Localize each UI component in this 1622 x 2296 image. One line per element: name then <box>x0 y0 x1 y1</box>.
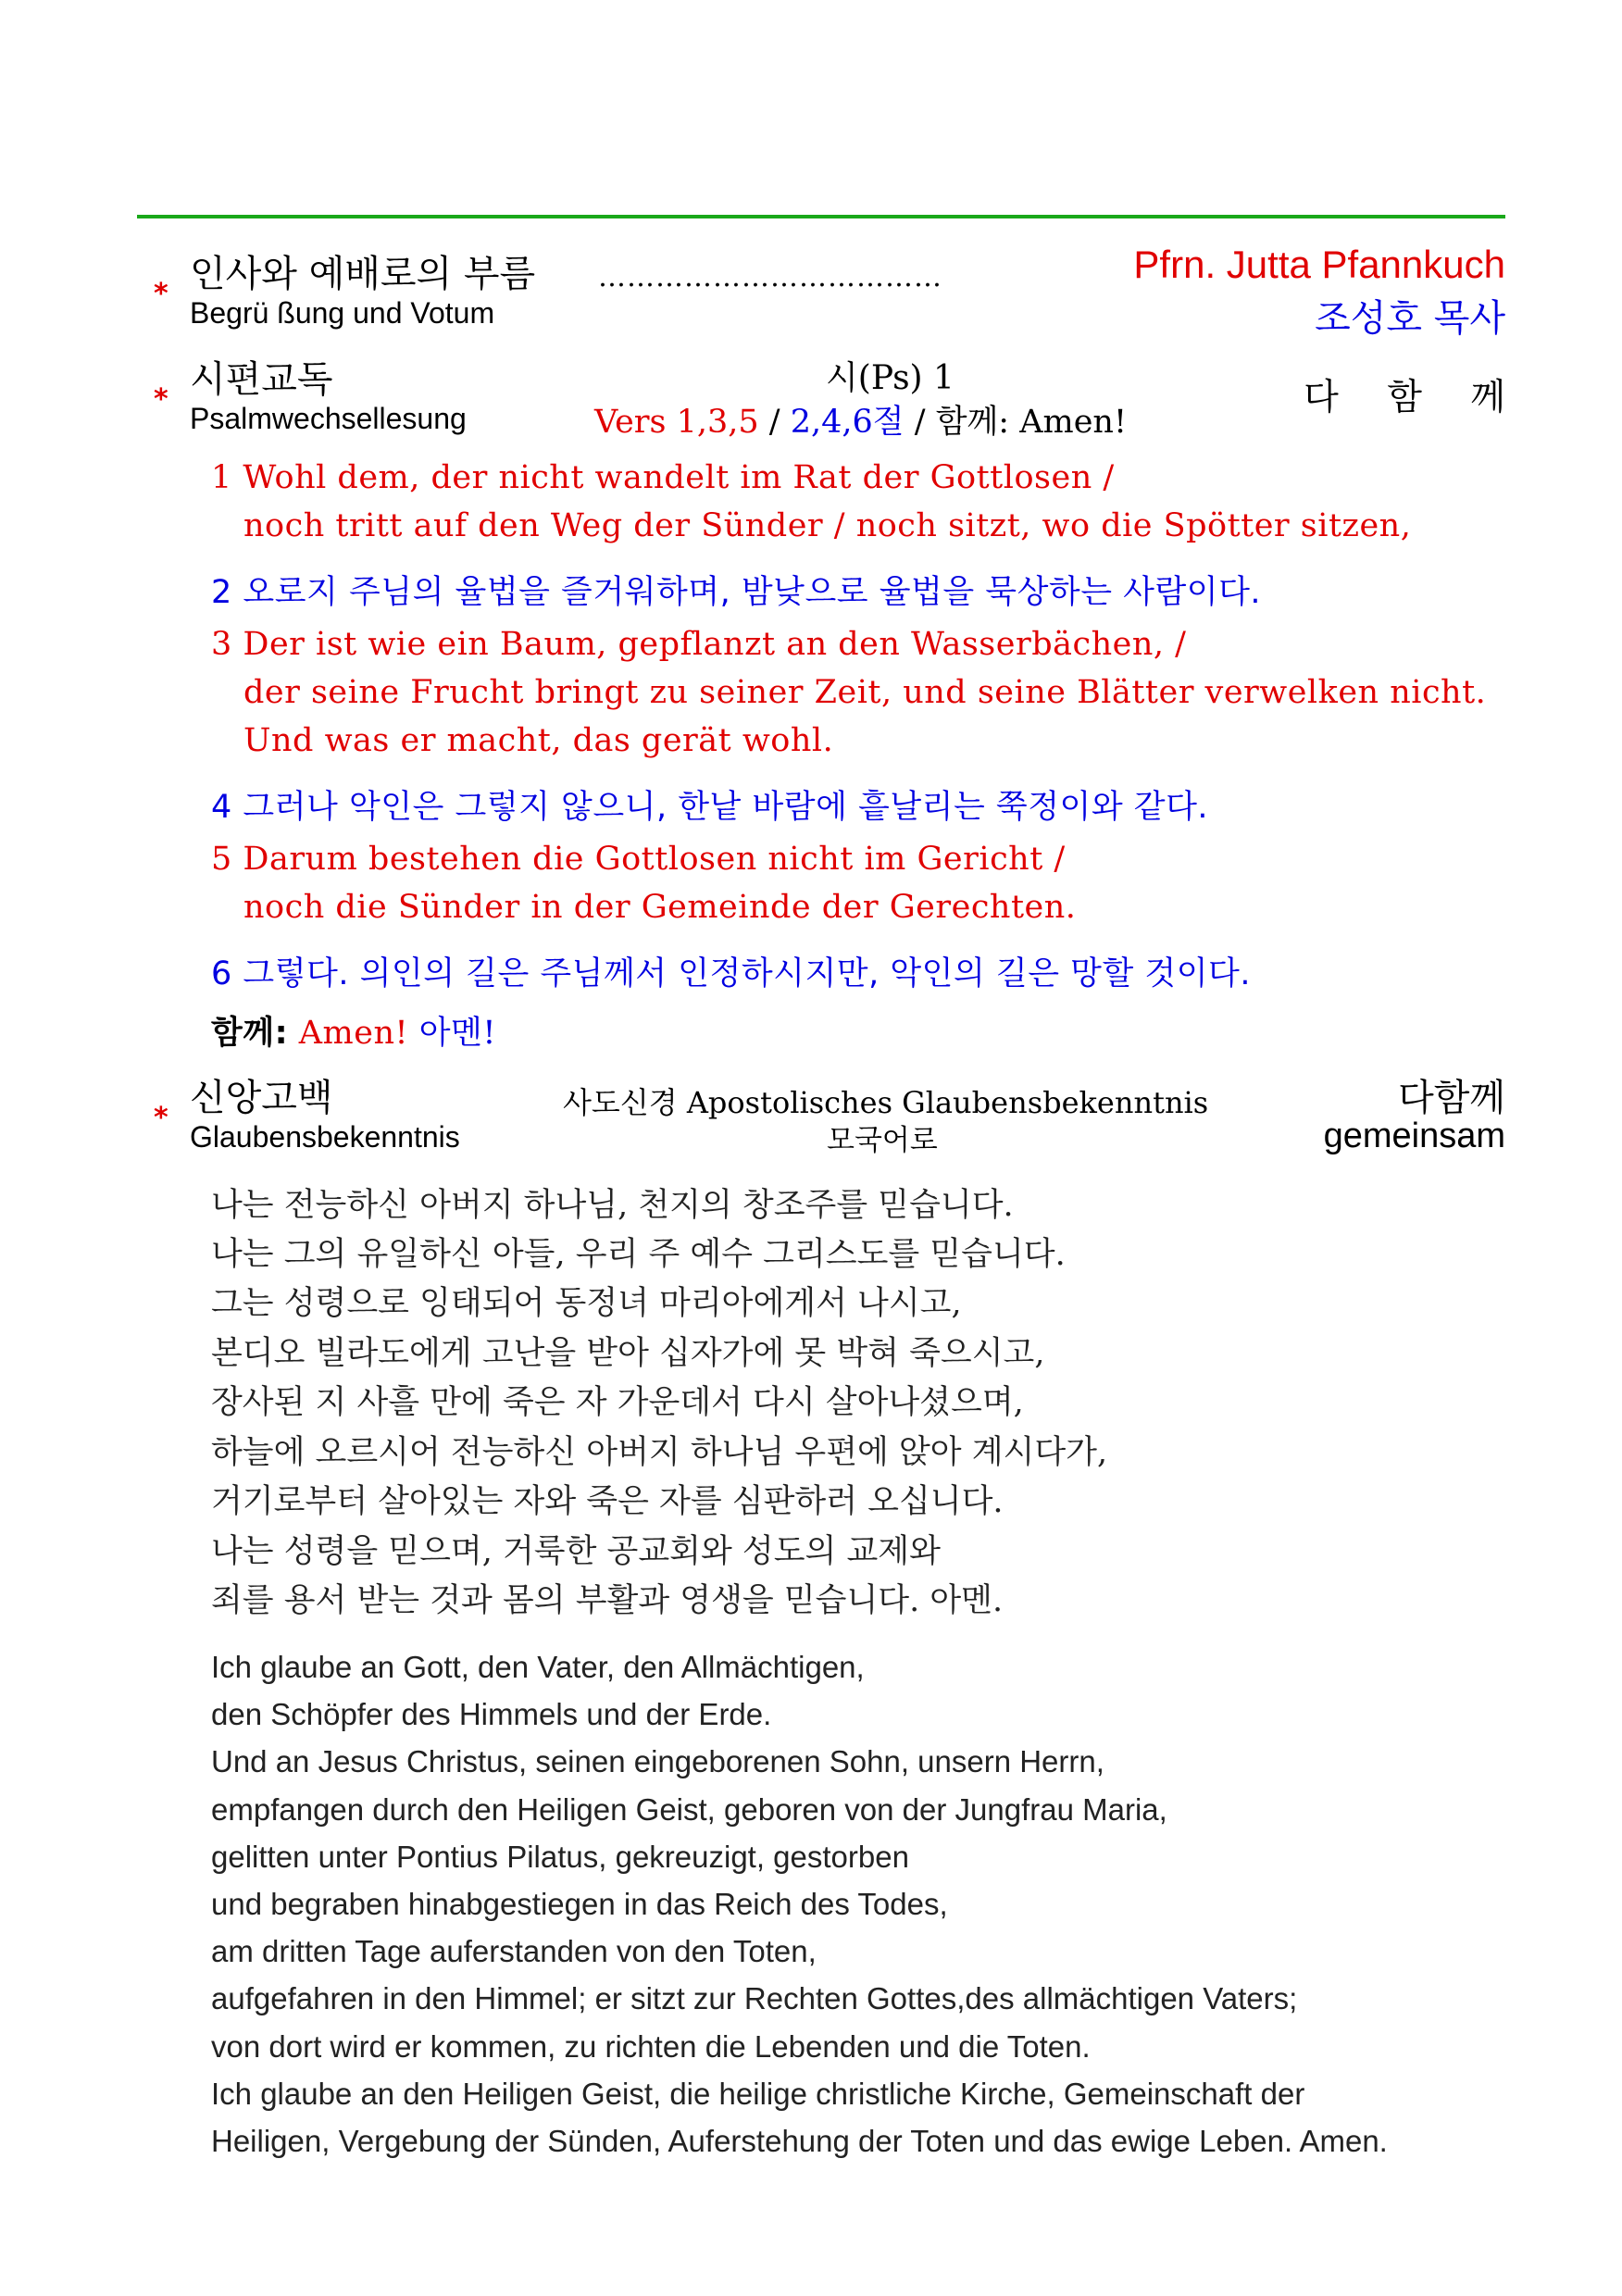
psalm-closing-label: 함께: <box>211 1015 289 1052</box>
verse-1-line-2: noch tritt auf den Weg der Sünder / noch sitzt, wo die Spötter sitzen, <box>243 507 1412 544</box>
creed-korean-line: 그는 성령으로 잉태되어 동정녀 마리아에게서 나시고, <box>211 1285 962 1322</box>
standing-marker-icon: * <box>154 383 168 416</box>
verse-5-line-2: noch die Sünder in der Gemeinde der Gerechten. <box>243 889 1077 926</box>
creed-korean-line: 거기로부터 살아있는 자와 죽은 자를 심판하러 오십니다. <box>211 1483 1004 1520</box>
verse-3-line-3: Und was er macht, das gerät wohl. <box>243 722 834 759</box>
greeting-leader-dots: ……………………………… <box>598 261 942 293</box>
verse-1-line-1: 1 Wohl dem, der nicht wandelt im Rat der Gottlosen / <box>211 459 1115 496</box>
psalm-closing-amen: Amen! <box>298 1015 409 1052</box>
creed-german-line: Ich glaube an den Heiligen Geist, die heilige christliche Kirche, Gemeinschaft der <box>211 2077 1305 2111</box>
creed-subtitle: Glaubensbekenntnis <box>190 1120 460 1154</box>
psalm-subtitle: Psalmwechsellesung <box>190 402 467 435</box>
creed-name: 사도신경 Apostolisches Glaubensbekenntnis <box>563 1085 1209 1120</box>
psalm-closing-amen-kr: 아멘! <box>418 1015 496 1052</box>
creed-german-line: und begraben hinabgestiegen in das Reich des Todes, <box>211 1887 948 1921</box>
creed-korean-line: 나는 그의 유일하신 아들, 우리 주 예수 그리스도를 믿습니다. <box>211 1236 1066 1273</box>
creed-german-line: gelitten unter Pontius Pilatus, gekreuzigt, gestorben <box>211 1840 909 1874</box>
psalm-instructions <box>594 396 1127 443</box>
psalm-vers-odd: Vers 1,3,5 <box>594 404 759 441</box>
psalm-vers-even: 2,4,6절 <box>790 404 905 441</box>
greeting-subtitle: Begrü ßung und Votum <box>190 296 495 330</box>
verse-3-line-1: 3 Der ist wie ein Baum, gepflanzt an den Wasserbächen, / <box>211 626 1187 663</box>
creed-german-line: empfangen durch den Heiligen Geist, geboren von der Jungfrau Maria, <box>211 1792 1167 1827</box>
greeting-title: 인사와 예배로의 부름 <box>190 253 536 295</box>
verse-5-line-1: 5 Darum bestehen die Gottlosen nicht im Gericht / <box>211 841 1066 878</box>
psalm-everyone: 다 함 께 <box>1304 377 1524 418</box>
creed-everyone-de: gemeinsam <box>1323 1117 1505 1155</box>
creed-german-line: von dort wird er kommen, zu richten die Lebenden und die Toten. <box>211 2029 1091 2064</box>
creed-korean-line: 본디오 빌라도에게 고난을 받아 십자가에 못 박혀 죽으시고, <box>211 1335 1045 1372</box>
psalm-sep: / <box>768 404 780 441</box>
greeting-leader: Pfrn. Jutta Pfannkuch <box>1133 243 1505 286</box>
creed-german-line: Und an Jesus Christus, seinen eingeborenen Sohn, unsern Herrn, <box>211 1744 1104 1778</box>
creed-german-line: am dritten Tage auferstanden von den Toten, <box>211 1934 817 1968</box>
creed-german-line: aufgefahren in den Himmel; er sitzt zur Rechten Gottes,des allmächtigen Vaters; <box>211 1981 1298 2015</box>
psalm-reference: 시(Ps) 1 <box>826 359 954 397</box>
creed-german-line: den Schöpfer des Himmels und der Erde. <box>211 1697 772 1731</box>
greeting-leader-kr: 조성호 목사 <box>1315 297 1505 340</box>
creed-korean-line: 죄를 용서 받는 것과 몸의 부활과 영생을 믿습니다. 아멘. <box>211 1582 1004 1619</box>
creed-german-line: Heiligen, Vergebung der Sünden, Auferstehung der Toten und das ewige Leben. Amen. <box>211 2124 1388 2158</box>
verse-3-line-2: der seine Frucht bringt zu seiner Zeit, und seine Blätter verwelken nicht. <box>243 674 1487 711</box>
creed-korean-line: 나는 전능하신 아버지 하나님, 천지의 창조주를 믿습니다. <box>211 1187 1014 1224</box>
creed-title: 신앙고백 <box>190 1077 333 1119</box>
creed-korean-line: 나는 성령을 믿으며, 거룩한 공교회와 성도의 교제와 <box>211 1533 941 1570</box>
psalm-closing <box>211 1007 496 1054</box>
psalm-sep: / <box>914 404 926 441</box>
creed-everyone: 다함께 <box>1398 1077 1505 1119</box>
creed-korean-line: 장사된 지 사흘 만에 죽은 자 가운데서 다시 살아나셨으며, <box>211 1384 1024 1421</box>
standing-marker-icon: * <box>154 1102 168 1134</box>
verse-4: 4 그러나 악인은 그렇지 않으니, 한낱 바람에 흩날리는 쭉정이와 같다. <box>211 789 1209 826</box>
creed-korean-line: 하늘에 오르시어 전능하신 아버지 하나님 우편에 앉아 계시다가, <box>211 1434 1108 1471</box>
verse-2: 2 오로지 주님의 율법을 즐거워하며, 밤낮으로 율법을 묵상하는 사람이다. <box>211 574 1262 611</box>
creed-german-line: Ich glaube an Gott, den Vater, den Allmächtigen, <box>211 1650 865 1684</box>
standing-marker-icon: * <box>154 278 168 310</box>
psalm-together: 함께: Amen! <box>935 404 1128 441</box>
top-divider <box>137 215 1505 218</box>
creed-language: 모국어로 <box>827 1124 938 1157</box>
verse-6: 6 그렇다. 의인의 길은 주님께서 인정하시지만, 악인의 길은 망할 것이다. <box>211 955 1251 992</box>
psalm-title: 시편교독 <box>190 358 333 401</box>
